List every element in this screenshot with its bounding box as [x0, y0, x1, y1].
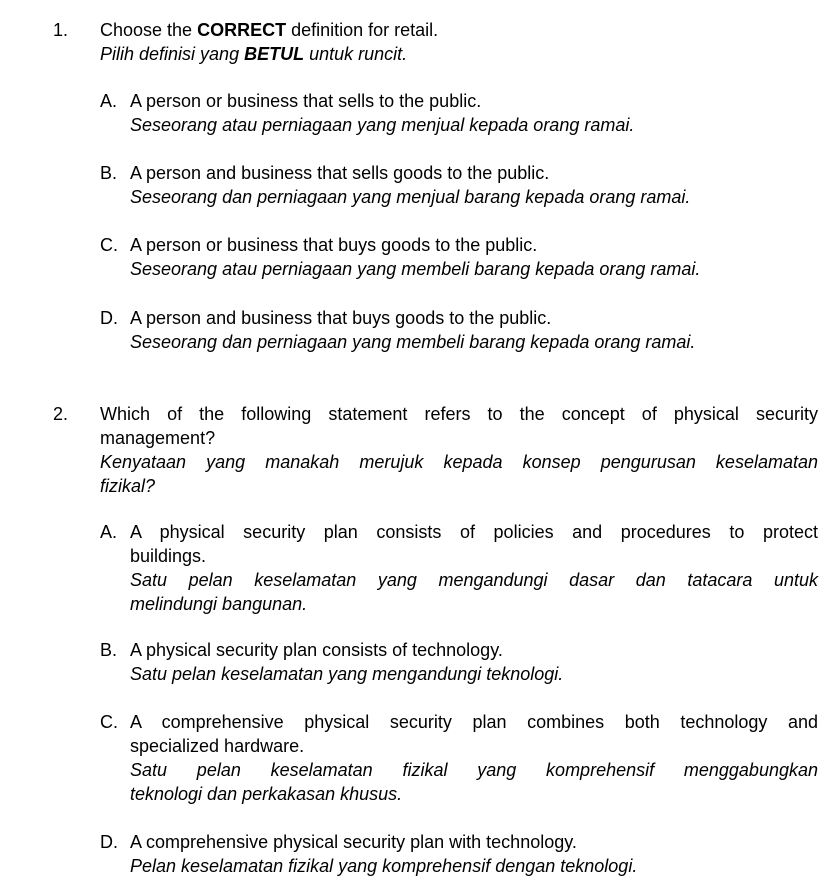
option-text-en: A person or business that sells to the public.	[130, 91, 482, 111]
question-text-en-line: management?	[100, 428, 216, 448]
option-text-en-line: specialized hardware.	[130, 736, 305, 756]
option-text-en: A person and business that buys goods to the public.	[130, 308, 552, 328]
option-text-ms-line: Pelan keselamatan fizikal yang komprehensif dengan teknologi.	[130, 856, 638, 876]
option-letter: B.	[100, 640, 118, 660]
option-text-en-line: A comprehensive physical security plan combines both technology and	[130, 712, 818, 732]
option-text-ms-line: Satu pelan keselamatan yang mengandungi dasar dan tatacara untuk	[130, 570, 818, 590]
option-letter: C.	[100, 235, 118, 255]
option-text-en-line: buildings.	[130, 546, 207, 566]
question-text	[100, 402, 818, 498]
question-text-en: Choose the CORRECT definition for retail.	[100, 20, 439, 40]
option-letter: B.	[100, 163, 118, 183]
option-text-en-line: A physical security plan consists of policies and procedures to protect	[130, 522, 818, 542]
option-text-ms-line: Satu pelan keselamatan yang mengandungi teknologi.	[130, 664, 564, 684]
option-text-ms-line: Satu pelan keselamatan fizikal yang komprehensif menggabungkan	[130, 760, 818, 780]
option-text-en: A person and business that sells goods to the public.	[130, 163, 550, 183]
question-text-en-line: Which of the following statement refers to the concept of physical security	[100, 404, 818, 424]
question-text-ms-line: fizikal?	[100, 476, 156, 496]
option-letter: A.	[100, 91, 118, 111]
option-text-ms-line: melindungi bangunan.	[130, 594, 308, 614]
question-number: 2.	[53, 404, 69, 424]
option-text-en-line: A comprehensive physical security plan with technology.	[130, 832, 577, 852]
option-text-en: A person or business that buys goods to the public.	[130, 235, 538, 255]
question-number: 1.	[53, 20, 69, 40]
option-text-en-line: A physical security plan consists of technology.	[130, 640, 503, 660]
option-letter: C.	[100, 712, 118, 732]
option-text-ms-line: teknologi dan perkakasan khusus.	[130, 784, 403, 804]
option-letter: D.	[100, 832, 118, 852]
question-text-ms-line: Kenyataan yang manakah merujuk kepada konsep pengurusan keselamatan	[100, 452, 818, 472]
option-text-ms: Seseorang dan perniagaan yang membeli barang kepada orang ramai.	[130, 332, 696, 352]
question-text	[100, 18, 818, 66]
option-text-ms: Seseorang atau perniagaan yang menjual kepada orang ramai.	[130, 115, 635, 135]
option-letter: D.	[100, 308, 118, 328]
question-text-ms: Pilih definisi yang BETUL untuk runcit.	[100, 44, 408, 64]
option-text-ms: Seseorang dan perniagaan yang menjual barang kepada orang ramai.	[130, 187, 691, 207]
option-letter: A.	[100, 522, 118, 542]
option-text-ms: Seseorang atau perniagaan yang membeli barang kepada orang ramai.	[130, 259, 701, 279]
